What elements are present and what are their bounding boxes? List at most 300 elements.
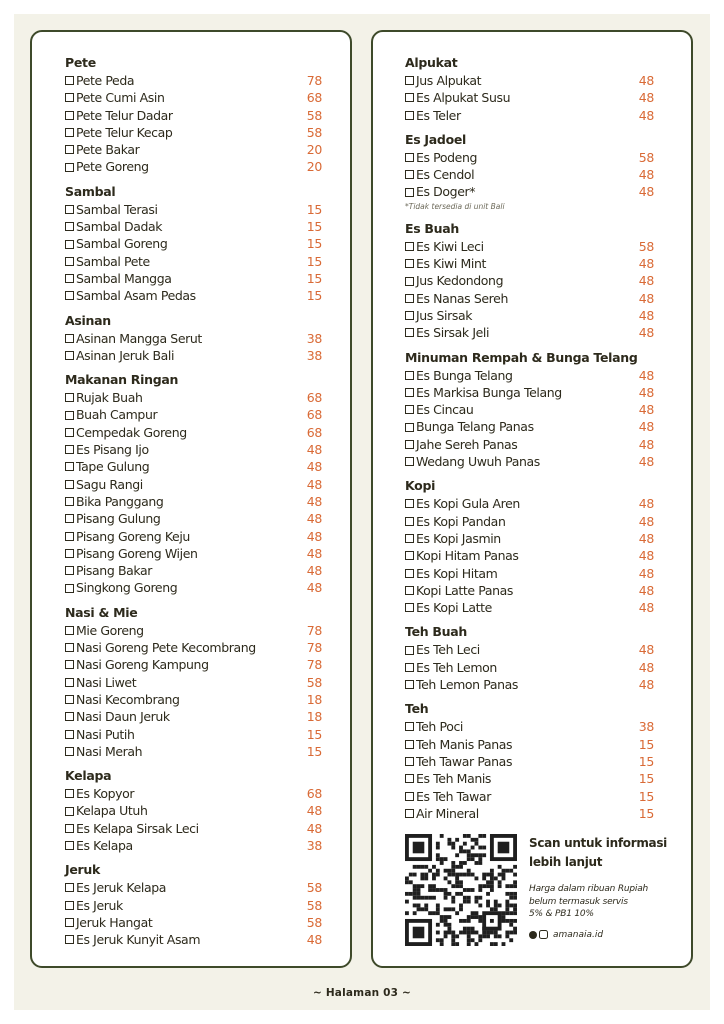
item-price: 58 bbox=[306, 124, 322, 140]
menu-item[interactable] bbox=[405, 582, 654, 599]
menu-item[interactable] bbox=[405, 788, 654, 805]
item-price: 38 bbox=[638, 719, 654, 735]
item-name: Es Kopi Gula Aren bbox=[416, 496, 520, 512]
menu-item[interactable] bbox=[405, 324, 654, 341]
item-name: Pete Cumi Asin bbox=[76, 90, 165, 106]
menu-section bbox=[65, 861, 322, 948]
section-title: Kopi bbox=[405, 478, 436, 494]
price-note-3: 5% & PB1 10% bbox=[529, 909, 594, 919]
menu-item[interactable] bbox=[65, 726, 322, 743]
item-name: Sagu Rangi bbox=[76, 476, 143, 492]
checkbox[interactable] bbox=[65, 532, 74, 541]
menu-section bbox=[65, 54, 322, 176]
item-price: 15 bbox=[638, 736, 654, 752]
qr-code-icon[interactable] bbox=[405, 834, 517, 946]
checkbox[interactable] bbox=[65, 480, 74, 489]
menu-item[interactable] bbox=[65, 124, 322, 141]
menu-item[interactable] bbox=[65, 141, 322, 158]
price-note-1: Harga dalam ribuan Rupiah bbox=[529, 884, 649, 894]
item-name: Sambal Dadak bbox=[76, 219, 163, 235]
item-price: 48 bbox=[306, 493, 322, 509]
checkbox[interactable] bbox=[405, 259, 414, 268]
checkbox[interactable] bbox=[65, 393, 74, 402]
menu-item[interactable] bbox=[65, 441, 322, 458]
checkbox[interactable] bbox=[405, 517, 414, 526]
section-title: Es Buah bbox=[405, 220, 459, 236]
checkbox[interactable] bbox=[405, 170, 414, 179]
checkbox[interactable] bbox=[65, 549, 74, 558]
menu-item[interactable] bbox=[405, 436, 654, 453]
menu-section bbox=[405, 623, 654, 693]
checkbox[interactable] bbox=[65, 274, 74, 283]
item-name: Sambal Mangga bbox=[76, 270, 172, 286]
menu-item[interactable] bbox=[405, 166, 654, 183]
menu-item[interactable] bbox=[65, 656, 322, 673]
section-note: *Tidak tersedia di unit Bali bbox=[405, 201, 505, 211]
checkbox[interactable] bbox=[65, 712, 74, 721]
section-title: Sambal bbox=[65, 183, 116, 199]
item-price: 48 bbox=[638, 582, 654, 598]
item-name: Es Teh Manis bbox=[416, 771, 492, 787]
item-name: Es Teh Leci bbox=[416, 642, 480, 658]
item-name: Bika Panggang bbox=[76, 493, 164, 509]
item-price: 48 bbox=[638, 548, 654, 564]
checkbox[interactable] bbox=[65, 730, 74, 739]
item-name: Cempedak Goreng bbox=[76, 424, 187, 440]
item-price: 48 bbox=[638, 677, 654, 693]
menu-item[interactable] bbox=[65, 931, 322, 948]
menu-item[interactable] bbox=[65, 708, 322, 725]
menu-item[interactable] bbox=[405, 149, 654, 166]
item-price: 48 bbox=[638, 530, 654, 546]
item-name: Teh Manis Panas bbox=[416, 736, 513, 752]
checkbox[interactable] bbox=[405, 586, 414, 595]
item-name: Nasi Goreng Kampung bbox=[76, 657, 209, 673]
menu-item[interactable] bbox=[65, 235, 322, 252]
item-price: 15 bbox=[638, 805, 654, 821]
menu-item[interactable] bbox=[65, 270, 322, 287]
menu-item[interactable] bbox=[405, 238, 654, 255]
checkbox[interactable] bbox=[65, 257, 74, 266]
menu-item[interactable] bbox=[405, 272, 654, 289]
menu-item[interactable] bbox=[65, 493, 322, 510]
menu-item[interactable] bbox=[405, 676, 654, 693]
item-name: Nasi Daun Jeruk bbox=[76, 709, 170, 725]
item-name: Pisang Goreng Keju bbox=[76, 528, 190, 544]
item-name: Es Kopi Pandan bbox=[416, 513, 506, 529]
menu-item[interactable] bbox=[65, 528, 322, 545]
checkbox[interactable] bbox=[65, 222, 74, 231]
item-name: Es Kopyor bbox=[76, 786, 135, 802]
item-price: 48 bbox=[638, 513, 654, 529]
item-price: 68 bbox=[306, 424, 322, 440]
checkbox[interactable] bbox=[405, 388, 414, 397]
checkbox[interactable] bbox=[65, 497, 74, 506]
checkbox[interactable] bbox=[65, 643, 74, 652]
item-price: 48 bbox=[638, 90, 654, 106]
checkbox[interactable] bbox=[405, 646, 414, 655]
item-price: 48 bbox=[638, 73, 654, 88]
item-name: Sambal Pete bbox=[76, 253, 150, 269]
menu-item[interactable] bbox=[65, 802, 322, 819]
section-title: Teh Buah bbox=[405, 624, 467, 640]
menu-item[interactable] bbox=[405, 401, 654, 418]
section-title: Asinan bbox=[65, 312, 111, 328]
checkbox[interactable] bbox=[405, 93, 414, 102]
section-title: Es Jadoel bbox=[405, 131, 467, 147]
menu-item[interactable] bbox=[65, 897, 322, 914]
menu-item[interactable] bbox=[65, 510, 322, 527]
item-name: Sambal Terasi bbox=[76, 201, 158, 217]
menu-item[interactable] bbox=[65, 89, 322, 106]
item-price: 48 bbox=[638, 402, 654, 418]
checkbox[interactable] bbox=[65, 111, 74, 120]
item-name: Es Jeruk Kunyit Asam bbox=[76, 932, 201, 948]
item-price: 58 bbox=[306, 107, 322, 123]
menu-item[interactable] bbox=[65, 389, 322, 406]
item-name: Teh Tawar Panas bbox=[416, 753, 513, 769]
item-price: 68 bbox=[306, 407, 322, 423]
menu-item[interactable] bbox=[65, 330, 322, 347]
checkbox[interactable] bbox=[65, 163, 74, 172]
whatsapp-icon[interactable] bbox=[529, 931, 537, 939]
checkbox[interactable] bbox=[405, 277, 414, 286]
checkbox[interactable] bbox=[65, 351, 74, 360]
menu-item[interactable] bbox=[65, 691, 322, 708]
checkbox[interactable] bbox=[65, 883, 74, 892]
checkbox[interactable] bbox=[65, 411, 74, 420]
checkbox[interactable] bbox=[405, 740, 414, 749]
item-price: 48 bbox=[638, 273, 654, 289]
menu-item[interactable] bbox=[405, 641, 654, 658]
checkbox[interactable] bbox=[405, 809, 414, 818]
menu-item[interactable] bbox=[405, 367, 654, 384]
item-price: 48 bbox=[638, 642, 654, 658]
menu-section bbox=[405, 700, 654, 822]
item-price: 48 bbox=[638, 436, 654, 452]
menu-item[interactable] bbox=[405, 453, 654, 470]
checkbox[interactable] bbox=[405, 757, 414, 766]
checkbox[interactable] bbox=[405, 111, 414, 120]
item-price: 78 bbox=[306, 657, 322, 673]
section-title: Kelapa bbox=[65, 768, 112, 784]
item-price: 15 bbox=[306, 201, 322, 217]
item-name: Es Kopi Jasmin bbox=[416, 530, 501, 546]
checkbox[interactable] bbox=[405, 663, 414, 672]
item-name: Es Pisang Ijo bbox=[76, 442, 149, 458]
checkbox[interactable] bbox=[405, 423, 414, 432]
checkbox[interactable] bbox=[65, 445, 74, 454]
item-name: Bunga Telang Panas bbox=[416, 419, 534, 435]
menu-item[interactable] bbox=[65, 914, 322, 931]
checkbox[interactable] bbox=[405, 722, 414, 731]
item-name: Es Kiwi Leci bbox=[416, 238, 484, 254]
menu-item[interactable] bbox=[405, 599, 654, 616]
menu-item[interactable] bbox=[65, 424, 322, 441]
checkbox[interactable] bbox=[65, 334, 74, 343]
menu-item[interactable] bbox=[405, 805, 654, 822]
left-menu-panel bbox=[30, 30, 352, 968]
checkbox[interactable] bbox=[405, 551, 414, 560]
item-price: 48 bbox=[638, 290, 654, 306]
menu-item[interactable] bbox=[405, 72, 654, 89]
checkbox[interactable] bbox=[405, 774, 414, 783]
item-name: Es Teh Lemon bbox=[416, 659, 497, 675]
menu-section bbox=[405, 220, 654, 342]
item-name: Teh Lemon Panas bbox=[416, 677, 518, 693]
checkbox[interactable] bbox=[65, 789, 74, 798]
checkbox[interactable] bbox=[405, 569, 414, 578]
checkbox[interactable] bbox=[65, 205, 74, 214]
item-price: 68 bbox=[306, 390, 322, 406]
instagram-icon[interactable] bbox=[539, 930, 548, 939]
checkbox[interactable] bbox=[65, 428, 74, 437]
item-price: 48 bbox=[638, 496, 654, 512]
item-price: 68 bbox=[306, 786, 322, 802]
item-price: 48 bbox=[638, 256, 654, 272]
checkbox[interactable] bbox=[65, 514, 74, 523]
menu-item[interactable] bbox=[65, 820, 322, 837]
checkbox[interactable] bbox=[65, 240, 74, 249]
menu-item[interactable] bbox=[405, 736, 654, 753]
menu-item[interactable] bbox=[65, 72, 322, 89]
checkbox[interactable] bbox=[65, 660, 74, 669]
item-price: 58 bbox=[638, 149, 654, 165]
checkbox[interactable] bbox=[405, 457, 414, 466]
menu-item[interactable] bbox=[405, 183, 654, 200]
item-name: Es Teler bbox=[416, 107, 461, 123]
item-name: Pisang Goreng Wijen bbox=[76, 545, 198, 561]
item-price: 48 bbox=[638, 325, 654, 341]
menu-item[interactable] bbox=[65, 287, 322, 304]
menu-item[interactable] bbox=[65, 406, 322, 423]
item-name: Singkong Goreng bbox=[76, 580, 178, 596]
checkbox[interactable] bbox=[65, 695, 74, 704]
item-name: Es Bunga Telang bbox=[416, 367, 513, 383]
item-price: 15 bbox=[638, 771, 654, 787]
item-name: Sambal Goreng bbox=[76, 236, 168, 252]
item-name: Wedang Uwuh Panas bbox=[416, 454, 540, 470]
menu-item[interactable] bbox=[405, 565, 654, 582]
item-name: Mie Goreng bbox=[76, 622, 144, 638]
checkbox[interactable] bbox=[65, 918, 74, 927]
item-name: Jus Sirsak bbox=[416, 307, 473, 323]
checkbox[interactable] bbox=[65, 678, 74, 687]
checkbox[interactable] bbox=[405, 294, 414, 303]
checkbox[interactable] bbox=[65, 128, 74, 137]
menu-item[interactable] bbox=[405, 418, 654, 435]
checkbox[interactable] bbox=[405, 440, 414, 449]
item-name: Pisang Bakar bbox=[76, 563, 152, 579]
info-block bbox=[405, 834, 665, 949]
checkbox[interactable] bbox=[65, 807, 74, 816]
menu-item[interactable] bbox=[405, 495, 654, 512]
item-name: Teh Poci bbox=[416, 719, 463, 735]
checkbox[interactable] bbox=[65, 566, 74, 575]
right-menu-panel bbox=[371, 30, 693, 968]
social-handle[interactable]: amanaia.id bbox=[553, 929, 604, 940]
menu-section bbox=[405, 54, 654, 124]
checkbox[interactable] bbox=[65, 626, 74, 635]
menu-item[interactable] bbox=[405, 255, 654, 272]
menu-item[interactable] bbox=[65, 201, 322, 218]
menu-section bbox=[405, 349, 654, 471]
menu-item[interactable] bbox=[65, 622, 322, 639]
item-name: Pete Telur Kecap bbox=[76, 124, 173, 140]
menu-section bbox=[405, 477, 654, 616]
checkbox[interactable] bbox=[405, 153, 414, 162]
menu-section bbox=[65, 767, 322, 854]
item-name: Es Kopi Latte bbox=[416, 600, 492, 616]
item-price: 48 bbox=[306, 442, 322, 458]
menu-item[interactable] bbox=[405, 513, 654, 530]
checkbox[interactable] bbox=[405, 680, 414, 689]
checkbox[interactable] bbox=[405, 603, 414, 612]
item-name: Es Kelapa Sirsak Leci bbox=[76, 820, 199, 836]
menu-item[interactable] bbox=[65, 639, 322, 656]
item-price: 20 bbox=[306, 159, 322, 175]
item-price: 38 bbox=[306, 330, 322, 346]
item-name: Es Cendol bbox=[416, 167, 475, 183]
item-price: 48 bbox=[306, 459, 322, 475]
item-name: Es Jeruk bbox=[76, 897, 123, 913]
menu-item[interactable] bbox=[405, 89, 654, 106]
menu-item[interactable] bbox=[405, 530, 654, 547]
checkbox[interactable] bbox=[65, 747, 74, 756]
checkbox[interactable] bbox=[65, 841, 74, 850]
item-price: 48 bbox=[638, 167, 654, 183]
item-name: Es Kopi Hitam bbox=[416, 565, 498, 581]
menu-item[interactable] bbox=[65, 562, 322, 579]
item-price: 48 bbox=[638, 600, 654, 616]
section-title: Alpukat bbox=[405, 55, 458, 70]
menu-item[interactable] bbox=[65, 674, 322, 691]
item-name: Es Kelapa bbox=[76, 837, 133, 853]
section-title: Jeruk bbox=[65, 862, 101, 878]
menu-item[interactable] bbox=[405, 290, 654, 307]
checkbox[interactable] bbox=[405, 188, 414, 197]
item-price: 48 bbox=[638, 107, 654, 123]
menu-item[interactable] bbox=[65, 579, 322, 596]
menu-item[interactable] bbox=[405, 718, 654, 735]
checkbox[interactable] bbox=[65, 462, 74, 471]
checkbox[interactable] bbox=[405, 405, 414, 414]
checkbox[interactable] bbox=[405, 242, 414, 251]
menu-item[interactable] bbox=[65, 458, 322, 475]
item-price: 48 bbox=[638, 307, 654, 323]
menu-item[interactable] bbox=[405, 384, 654, 401]
item-price: 78 bbox=[306, 73, 322, 88]
checkbox[interactable] bbox=[405, 76, 414, 85]
menu-item[interactable] bbox=[65, 837, 322, 854]
checkbox[interactable] bbox=[405, 371, 414, 380]
checkbox[interactable] bbox=[65, 824, 74, 833]
item-name: Kopi Hitam Panas bbox=[416, 548, 519, 564]
checkbox[interactable] bbox=[65, 901, 74, 910]
checkbox[interactable] bbox=[405, 311, 414, 320]
item-price: 48 bbox=[306, 563, 322, 579]
item-name: Asinan Mangga Serut bbox=[76, 330, 202, 346]
item-price: 58 bbox=[306, 880, 322, 896]
item-price: 15 bbox=[306, 219, 322, 235]
checkbox[interactable] bbox=[65, 291, 74, 300]
checkbox[interactable] bbox=[405, 328, 414, 337]
item-price: 18 bbox=[306, 691, 322, 707]
item-price: 48 bbox=[306, 820, 322, 836]
item-price: 48 bbox=[306, 511, 322, 527]
checkbox[interactable] bbox=[65, 145, 74, 154]
menu-item[interactable] bbox=[65, 218, 322, 235]
menu-item[interactable] bbox=[65, 785, 322, 802]
item-price: 15 bbox=[638, 788, 654, 804]
item-price: 48 bbox=[306, 580, 322, 596]
item-price: 48 bbox=[306, 803, 322, 819]
item-name: Nasi Putih bbox=[76, 726, 135, 742]
menu-item[interactable] bbox=[65, 879, 322, 896]
item-name: Buah Campur bbox=[76, 407, 158, 423]
menu-item[interactable] bbox=[65, 253, 322, 270]
menu-item[interactable] bbox=[65, 158, 322, 175]
item-price: 15 bbox=[306, 253, 322, 269]
item-name: Nasi Liwet bbox=[76, 674, 137, 690]
info-text bbox=[529, 834, 669, 940]
menu-item[interactable] bbox=[65, 347, 322, 364]
item-price: 48 bbox=[306, 932, 322, 948]
right-sections bbox=[405, 54, 654, 822]
item-price: 15 bbox=[306, 236, 322, 252]
item-name: Es Markisa Bunga Telang bbox=[416, 384, 562, 400]
checkbox[interactable] bbox=[405, 499, 414, 508]
section-title: Makanan Ringan bbox=[65, 372, 179, 388]
checkbox[interactable] bbox=[65, 935, 74, 944]
menu-item[interactable] bbox=[405, 307, 654, 324]
item-name: Es Podeng bbox=[416, 149, 478, 165]
item-name: Es Sirsak Jeli bbox=[416, 325, 490, 341]
item-price: 48 bbox=[306, 528, 322, 544]
checkbox[interactable] bbox=[405, 792, 414, 801]
menu-item[interactable] bbox=[65, 107, 322, 124]
menu-item[interactable] bbox=[65, 476, 322, 493]
item-price: 15 bbox=[638, 753, 654, 769]
checkbox[interactable] bbox=[65, 76, 74, 85]
scan-line-1: Scan untuk informasi bbox=[529, 836, 667, 850]
checkbox[interactable] bbox=[65, 584, 74, 593]
item-name: Nasi Merah bbox=[76, 743, 143, 759]
menu-item[interactable] bbox=[65, 743, 322, 760]
item-price: 48 bbox=[638, 419, 654, 435]
menu-item[interactable] bbox=[405, 659, 654, 676]
item-price: 15 bbox=[306, 726, 322, 742]
item-name: Es Kiwi Mint bbox=[416, 256, 487, 272]
item-price: 78 bbox=[306, 622, 322, 638]
menu-item[interactable] bbox=[405, 107, 654, 124]
checkbox[interactable] bbox=[65, 93, 74, 102]
menu-item[interactable] bbox=[405, 547, 654, 564]
item-name: Es Jeruk Kelapa bbox=[76, 880, 167, 896]
item-name: Jeruk Hangat bbox=[76, 914, 153, 930]
section-title: Teh bbox=[405, 701, 429, 717]
item-price: 18 bbox=[306, 709, 322, 725]
item-name: Pete Bakar bbox=[76, 142, 140, 158]
item-name: Es Cincau bbox=[416, 402, 474, 418]
checkbox[interactable] bbox=[405, 534, 414, 543]
menu-item[interactable] bbox=[65, 545, 322, 562]
menu-item[interactable] bbox=[405, 770, 654, 787]
menu-item[interactable] bbox=[405, 753, 654, 770]
item-price: 58 bbox=[638, 238, 654, 254]
item-name: Nasi Goreng Pete Kecombrang bbox=[76, 640, 256, 656]
item-name: Jus Kedondong bbox=[416, 273, 504, 289]
